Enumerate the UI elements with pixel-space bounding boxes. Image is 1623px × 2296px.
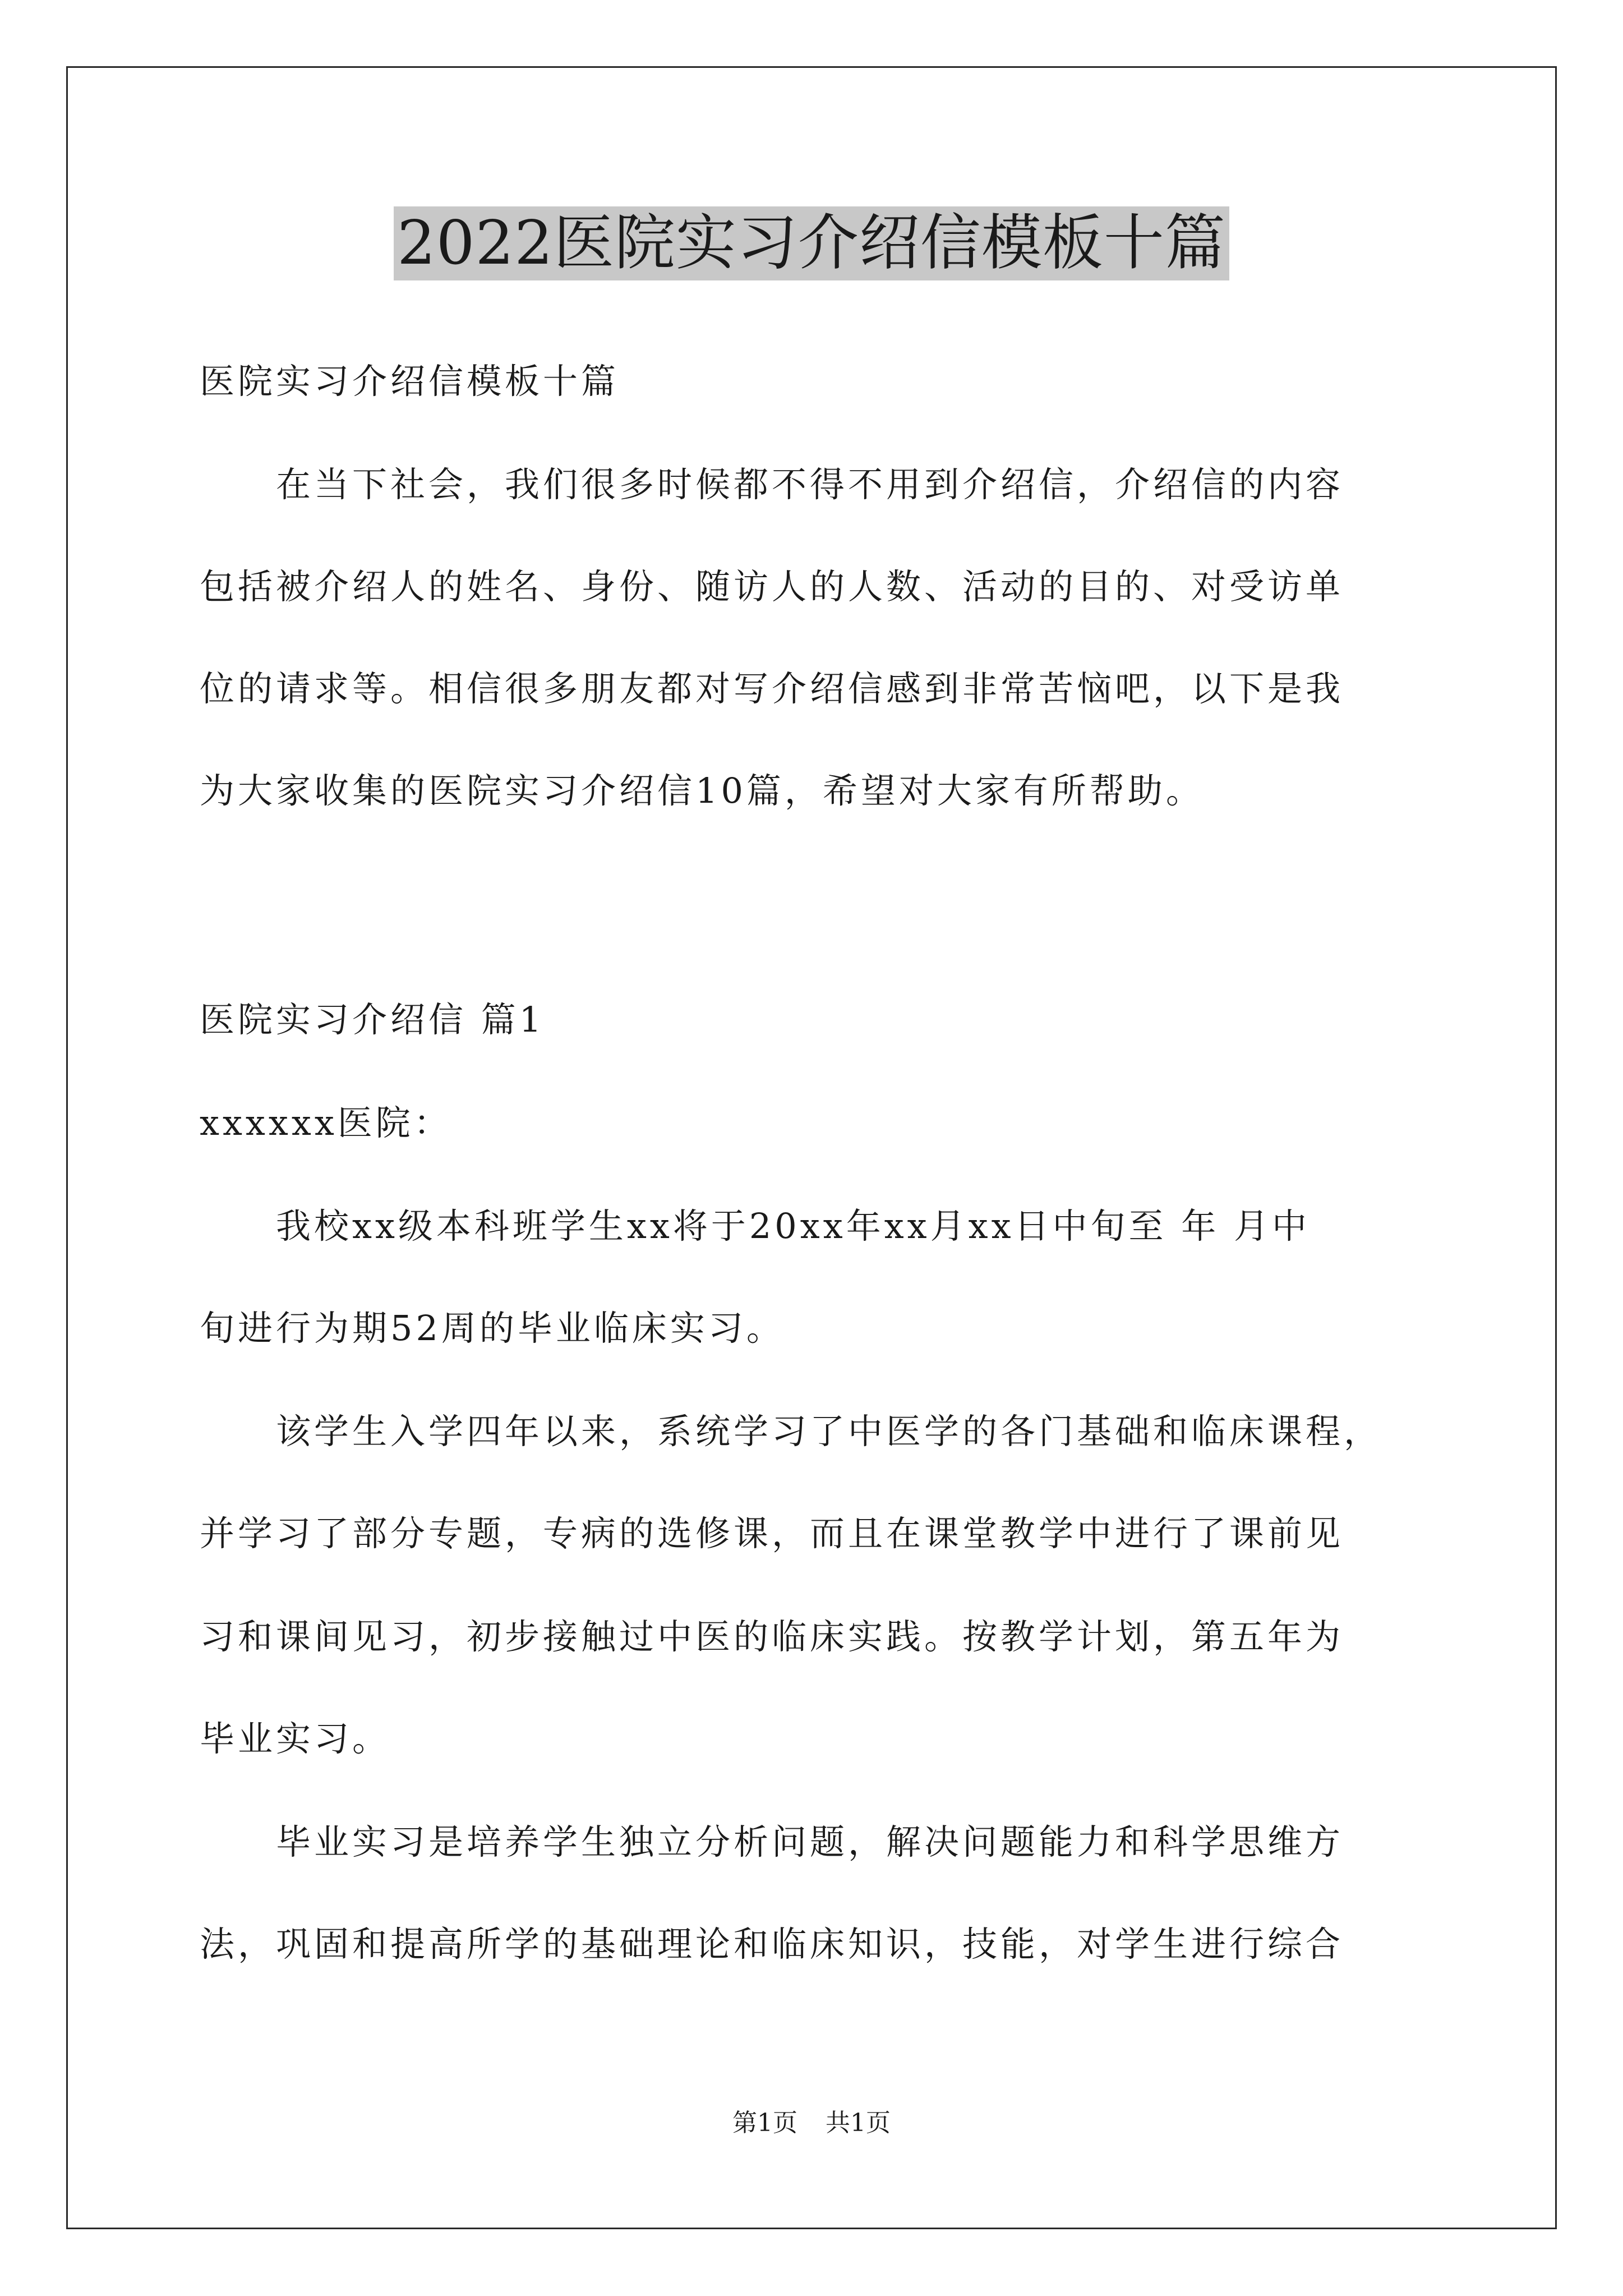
body-line: 习和课间见习，初步接触过中医的临床实践。按教学计划，第五年为 bbox=[200, 1616, 1344, 1657]
salutation: xxxxxx医院： bbox=[200, 1102, 452, 1143]
body-line: 毕业实习。 bbox=[200, 1718, 391, 1759]
body-line: 位的请求等。相信很多朋友都对写介绍信感到非常苦恼吧，以下是我 bbox=[200, 668, 1344, 709]
body-line: 该学生入学四年以来，系统学习了中医学的各门基础和临床课程， bbox=[200, 1411, 1382, 1452]
section-heading: 医院实习介绍信 篇1 bbox=[200, 999, 545, 1040]
body-line: 旬进行为期52周的毕业临床实习。 bbox=[200, 1308, 785, 1349]
body-line: 我校xx级本科班学生xx将于20xx年xx月xx日中旬至 年 月中 bbox=[200, 1205, 1310, 1246]
body-line: 法，巩固和提高所学的基础理论和临床知识，技能，对学生进行综合 bbox=[200, 1924, 1344, 1964]
body-line: 医院实习介绍信模板十篇 bbox=[200, 361, 620, 402]
page-number: 第1页 bbox=[732, 2109, 797, 2137]
document-title: 2022医院实习介绍信模板十篇 bbox=[394, 206, 1229, 280]
title-container bbox=[0, 206, 1623, 280]
body-line: 包括被介绍人的姓名、身份、随访人的人数、活动的目的、对受访单 bbox=[200, 566, 1344, 607]
body-line: 为大家收集的医院实习介绍信10篇，希望对大家有所帮助。 bbox=[200, 770, 1204, 811]
body-line: 毕业实习是培养学生独立分析问题，解决问题能力和科学思维方 bbox=[200, 1821, 1344, 1862]
body-line: 在当下社会，我们很多时候都不得不用到介绍信，介绍信的内容 bbox=[200, 464, 1344, 505]
body-line: 并学习了部分专题，专病的选修课，而且在课堂教学中进行了课前见 bbox=[200, 1513, 1344, 1554]
page-footer bbox=[0, 2102, 1623, 2138]
page-total: 共1页 bbox=[826, 2109, 891, 2137]
